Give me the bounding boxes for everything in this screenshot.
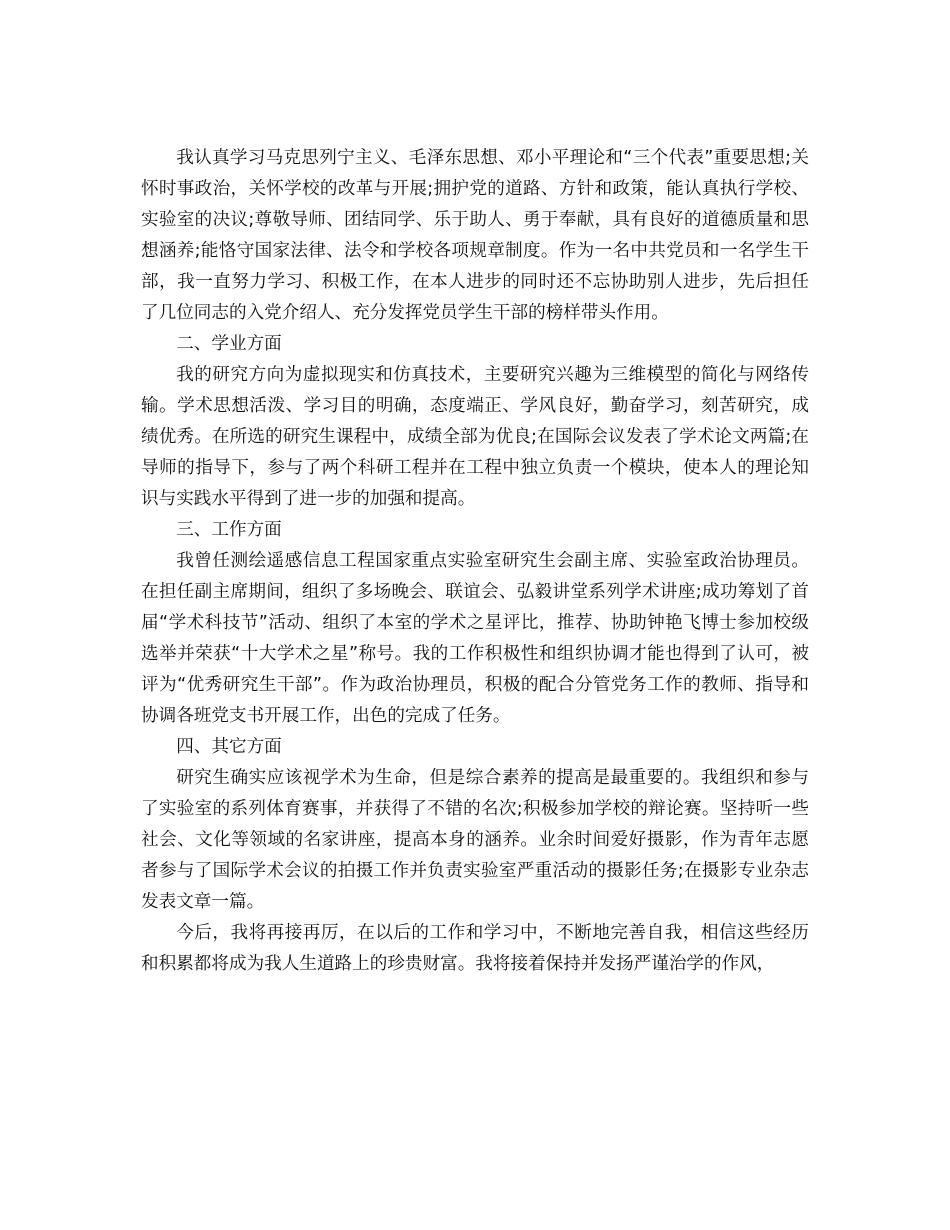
paragraph-work: 我曾任测绘遥感信息工程国家重点实验室研究生会副主席、实验室政治协理员。在担任副主席期间，组织了多场晚会、联谊会、弘毅讲堂系列学术讲座;成功筹划了首届“学术科技节”活动、组织了本室的学术之星评比，推荐、协助钟艳飞博士参加校级选举并荣获“十大学术之星”称号。我的工作积极性和组织协调才能也得到了认可，被评为“优秀研究生干部”。作为政治协理员，积极的配合分管党务工作的教师、指导和协调各班党支书开展工作，出色的完成了任务。: [141, 551, 809, 726]
section-heading-work: 三、工作方面: [176, 520, 282, 540]
section-heading-academics: 二、学业方面: [176, 334, 282, 354]
paragraph-future: 今后，我将再接再厉，在以后的工作和学习中，不断地完善自我，相信这些经历和积累都将成为我人生道路上的珍贵财富。我将接着保持并发扬严谨治学的作风，: [141, 923, 809, 974]
paragraph-other: 研究生确实应该视学术为生命，但是综合素养的提高是最重要的。我组织和参与了实验室的系列体育赛事，并获得了不错的名次;积极参加学校的辩论赛。坚持听一些社会、文化等领域的名家讲座，提高本身的涵养。业余时间爱好摄影，作为青年志愿者参与了国际学术会议的拍摄工作并负责实验室严重活动的摄影任务;在摄影专业杂志发表文章一篇。: [141, 768, 809, 912]
paragraph-academics: 我的研究方向为虚拟现实和仿真技术，主要研究兴趣为三维模型的简化与网络传输。学术思想活泼、学习目的明确，态度端正、学风良好，勤奋学习，刻苦研究，成绩优秀。在所选的研究生课程中，成绩全部为优良;在国际会议发表了学术论文两篇;在导师的指导下，参与了两个科研工程并在工程中独立负责一个模块，使本人的理论知识与实践水平得到了进一步的加强和提高。: [141, 365, 809, 509]
paragraph-political-conduct: 我认真学习马克思列宁主义、毛泽东思想、邓小平理论和“三个代表”重要思想;关怀时事政治，关怀学校的改革与开展;拥护党的道路、方针和政策，能认真执行学校、实验室的决议;尊敬导师、团结同学、乐于助人、勇于奉献，具有良好的道德质量和思想涵养;能恪守国家法律、法令和学校各项规章制度。作为一名中共党员和一名学生干部，我一直努力学习、积极工作，在本人进步的同时还不忘协助别人进步，先后担任了几位同志的入党介绍人、充分发挥党员学生干部的榜样带头作用。: [141, 148, 809, 323]
section-heading-other: 四、其它方面: [176, 737, 282, 757]
document-body: [141, 143, 809, 980]
